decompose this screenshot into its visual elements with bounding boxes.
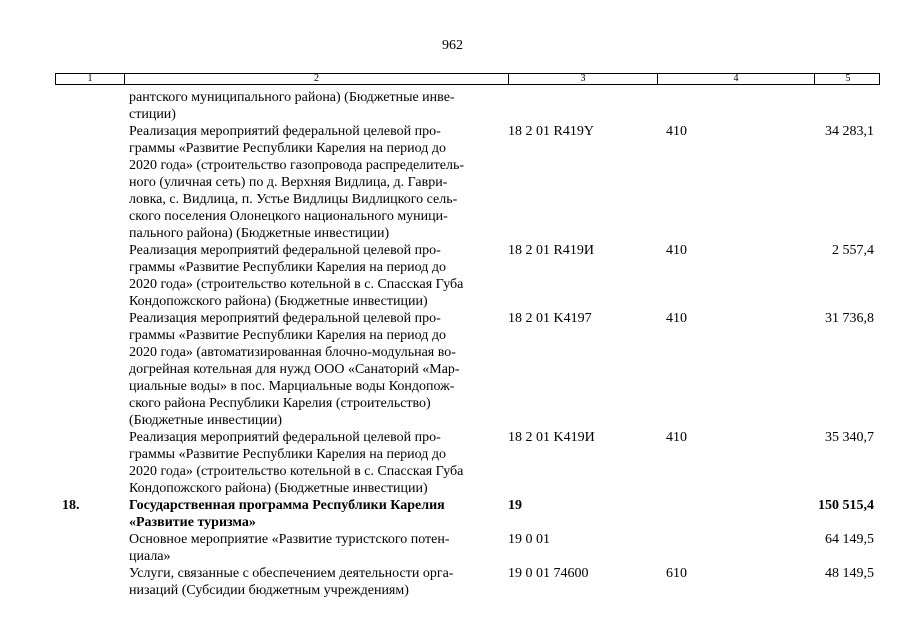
table-row <box>0 565 905 599</box>
row-code: 18 2 01 K4197 <box>508 311 592 326</box>
row-code: 19 0 01 74600 <box>508 566 589 581</box>
table-body <box>0 89 905 599</box>
header-col-1: 1 <box>56 74 125 84</box>
row-code: 18 2 01 R419И <box>508 243 594 258</box>
row-sum: 34 283,1 <box>825 124 874 139</box>
header-col-4: 4 <box>658 74 815 84</box>
row-name: Основное мероприятие «Развитие туристского потен- циала» <box>129 532 450 564</box>
table-row <box>0 123 905 242</box>
row-type: 410 <box>666 124 687 139</box>
row-type: 410 <box>666 430 687 445</box>
table-header <box>55 73 880 85</box>
row-sum: 48 149,5 <box>825 566 874 581</box>
header-col-3: 3 <box>509 74 658 84</box>
row-name: Реализация мероприятий федеральной целевой про- граммы «Развитие Республики Карелия на период до 2020 года» (строительство котельной в с. Спасская Губа Кондопожского района) (Бюджетные инвестиции) <box>129 430 464 496</box>
row-code: 18 2 01 K419И <box>508 430 595 445</box>
row-type: 410 <box>666 243 687 258</box>
header-col-5: 5 <box>845 73 851 84</box>
page-number: 962 <box>442 38 463 53</box>
row-sum: 35 340,7 <box>825 430 874 445</box>
row-code: 19 0 01 <box>508 532 550 547</box>
row-name: Реализация мероприятий федеральной целевой про- граммы «Развитие Республики Карелия на период до 2020 года» (строительство газопровода распределитель- ного (уличная сеть) по д. Верхняя Видлица, д. Гаври- ловка, с. Видлица, п. Устье Видлицы Видлицкого сель- ского поселения Олонецкого национального муници- пального района) (Бюджетные инвестиции) <box>129 124 465 241</box>
row-code: 18 2 01 R419Y <box>508 124 594 139</box>
row-name: Реализация мероприятий федеральной целевой про- граммы «Развитие Республики Карелия на период до 2020 года» (строительство котельной в с. Спасская Губа Кондопожского района) (Бюджетные инвестиции) <box>129 243 464 309</box>
table-row <box>0 310 905 429</box>
table-row <box>0 429 905 497</box>
row-name: Государственная программа Республики Карелия «Развитие туризма» <box>129 498 445 530</box>
header-col-2: 2 <box>125 74 509 84</box>
table-row-program <box>0 497 905 531</box>
row-sum: 2 557,4 <box>832 243 874 258</box>
row-code: 19 <box>508 498 522 513</box>
row-name: Услуги, связанные с обеспечением деятельности орга- низаций (Субсидии бюджетным учреждениям) <box>129 566 454 598</box>
row-sum: 64 149,5 <box>825 532 874 547</box>
row-name: рантского муниципального района) (Бюджетные инве- стиции) <box>129 90 455 122</box>
row-type: 410 <box>666 311 687 326</box>
row-sum: 150 515,4 <box>818 498 874 513</box>
table-row <box>0 89 905 123</box>
table-row <box>0 531 905 565</box>
row-number: 18. <box>62 498 80 513</box>
table-row <box>0 242 905 310</box>
row-sum: 31 736,8 <box>825 311 874 326</box>
row-name: Реализация мероприятий федеральной целевой про- граммы «Развитие Республики Карелия на период до 2020 года» (автоматизированная блочно-модульная во- догрейная котельная для нужд ООО «Санаторий «Мар- циальные воды» в пос. Марциальные воды Кондопож- ского района Республики Карелия (строительство) (Бюджетные инвестиции) <box>129 311 460 428</box>
row-type: 610 <box>666 566 687 581</box>
